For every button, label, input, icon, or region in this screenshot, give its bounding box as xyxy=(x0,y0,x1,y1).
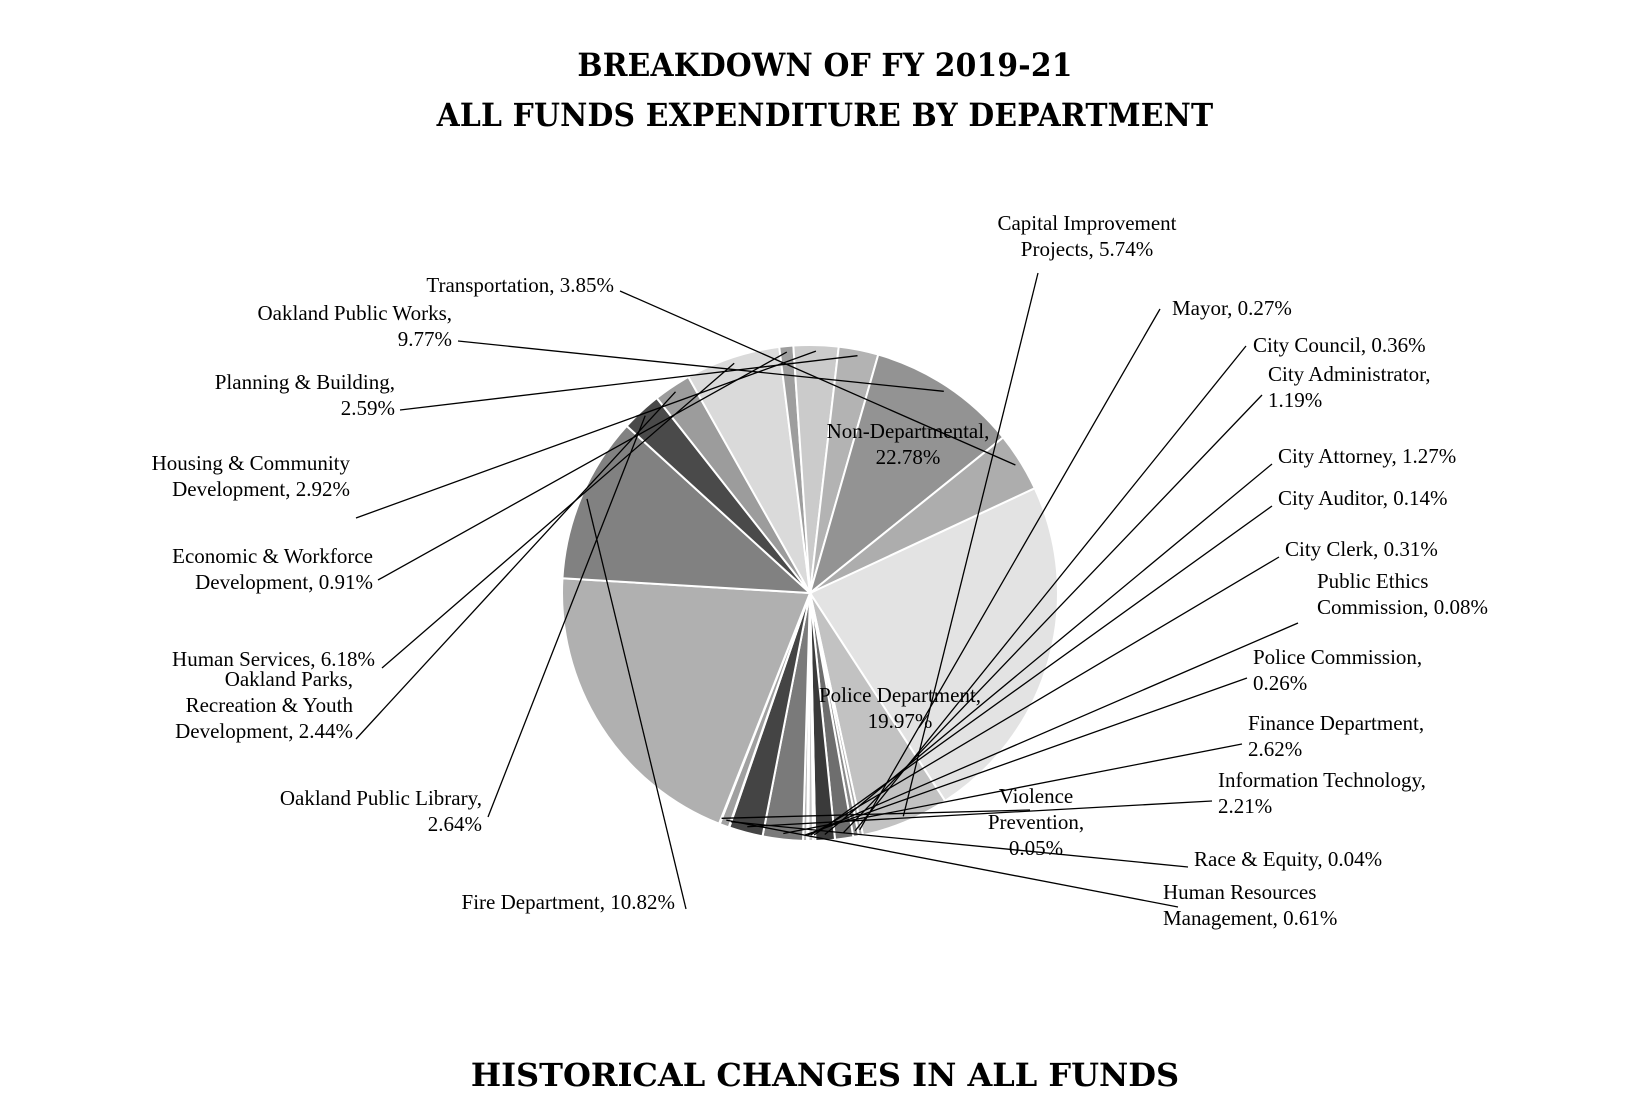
slice-label-oakland-public-works xyxy=(258,301,453,351)
slice-label-line: Planning & Building, xyxy=(214,370,395,394)
slice-label-line: City Administrator, xyxy=(1268,362,1431,386)
slice-label-line: Development, 2.44% xyxy=(175,719,353,743)
slice-label-line: 22.78% xyxy=(875,445,941,469)
slice-label-economic-and-workforce-development xyxy=(172,544,373,594)
slice-label-line: Information Technology, xyxy=(1218,768,1426,792)
slice-label-line: Human Services, 6.18% xyxy=(172,647,375,671)
slice-label-line: Prevention, xyxy=(987,810,1085,834)
slice-label-public-ethics-commission xyxy=(1317,569,1488,619)
leader-line-race-and-equity xyxy=(731,822,1188,867)
slice-label-city-clerk xyxy=(1285,537,1438,561)
slice-label-city-attorney xyxy=(1278,444,1456,468)
chart-title-line-2: ALL FUNDS EXPENDITURE BY DEPARTMENT xyxy=(436,96,1214,134)
slice-label-capital-improvement-projects xyxy=(997,211,1176,261)
slice-label-line: City Auditor, 0.14% xyxy=(1278,486,1448,510)
slice-label-line: Oakland Public Works, xyxy=(257,301,452,325)
slice-label-line: City Attorney, 1.27% xyxy=(1278,444,1457,468)
slice-label-fire-department xyxy=(462,890,675,914)
slice-label-line: Economic & Workforce xyxy=(172,544,373,568)
slice-label-line: 2.64% xyxy=(427,812,482,836)
slice-label-line: Police Department, xyxy=(818,683,982,707)
slice-label-line: 2.21% xyxy=(1218,794,1273,818)
slice-label-line: 0.05% xyxy=(1008,836,1064,860)
slice-label-line: 9.77% xyxy=(397,327,452,351)
slice-label-line: Commission, 0.08% xyxy=(1317,595,1488,619)
slice-label-housing-and-community-development xyxy=(152,451,351,501)
slice-label-oakland-parks-recreation-and-youth-development xyxy=(175,667,353,743)
slice-label-line: 0.26% xyxy=(1253,671,1308,695)
slice-label-line: Development, 2.92% xyxy=(172,477,350,501)
slice-label-line: City Clerk, 0.31% xyxy=(1285,537,1438,561)
slice-label-line: Development, 0.91% xyxy=(195,570,373,594)
slice-label-line: Race & Equity, 0.04% xyxy=(1194,847,1383,871)
slice-label-line: Human Resources xyxy=(1163,880,1317,904)
slice-label-information-technology xyxy=(1218,768,1426,818)
slice-label-mayor xyxy=(1172,296,1292,320)
slice-label-line: Transportation, 3.85% xyxy=(426,273,614,297)
slice-label-city-auditor xyxy=(1278,486,1448,510)
slice-label-line: Recreation & Youth xyxy=(185,693,353,717)
slice-label-line: 1.19% xyxy=(1268,388,1323,412)
slice-label-line: Capital Improvement xyxy=(997,211,1177,235)
slice-label-oakland-public-library xyxy=(280,786,482,836)
slice-label-line: Public Ethics xyxy=(1317,569,1429,593)
slice-label-line: Violence xyxy=(998,784,1074,808)
slice-label-line: Police Commission, xyxy=(1253,645,1423,669)
slice-label-line: City Council, 0.36% xyxy=(1253,333,1426,357)
slice-label-city-council xyxy=(1253,333,1426,357)
slice-label-human-resources-management xyxy=(1163,880,1337,930)
slice-label-line: Oakland Public Library, xyxy=(279,786,482,810)
leader-line-human-resources-management xyxy=(726,820,1178,907)
slice-label-police-commission xyxy=(1253,645,1422,695)
slice-label-finance-department xyxy=(1248,711,1424,761)
slice-label-planning-and-building xyxy=(215,370,395,420)
next-section-heading: HISTORICAL CHANGES IN ALL FUNDS xyxy=(470,1056,1180,1094)
slice-label-line: Management, 0.61% xyxy=(1163,906,1338,930)
slice-label-city-administrator xyxy=(1268,362,1431,412)
slice-label-line: 19.97% xyxy=(867,709,933,733)
slice-label-line: Fire Department, 10.82% xyxy=(461,890,675,914)
slice-label-line: 2.59% xyxy=(340,396,395,420)
slice-label-human-services xyxy=(172,647,375,671)
slice-label-transportation xyxy=(426,273,614,297)
slice-label-race-and-equity xyxy=(1194,847,1382,871)
slice-label-line: Housing & Community xyxy=(151,451,350,475)
slice-label-line: Oakland Parks, xyxy=(224,667,353,691)
slice-label-line: Mayor, 0.27% xyxy=(1172,296,1292,320)
slice-label-line: Projects, 5.74% xyxy=(1020,237,1154,261)
slice-label-line: 2.62% xyxy=(1248,737,1303,761)
chart-title-line-1: BREAKDOWN OF FY 2019-21 xyxy=(577,46,1073,84)
slice-label-line: Finance Department, xyxy=(1248,711,1425,735)
slice-label-line: Non-Departmental, xyxy=(826,419,990,443)
